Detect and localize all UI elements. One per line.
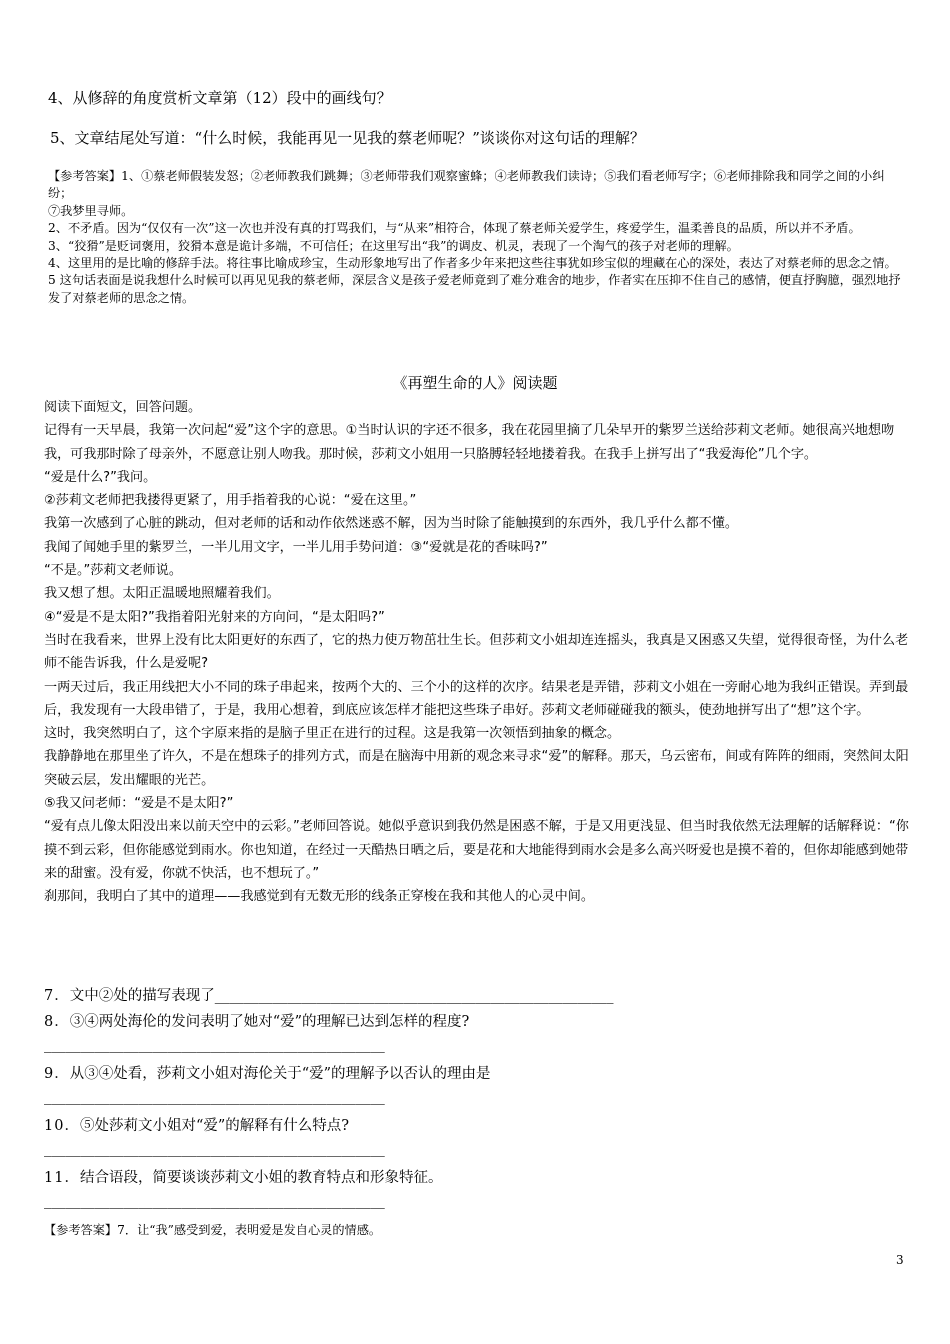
question-9 <box>44 1061 910 1087</box>
question-8-text: ③④两处海伦的发问表明了她对“爱”的理解已达到怎样的程度? <box>69 1014 470 1030</box>
answer-blank: _______________________________________________ <box>44 1193 385 1209</box>
passage-paragraph: ②莎莉文老师把我搂得更紧了，用手指着我的心说：“爱在这里。” <box>44 493 417 509</box>
question-11-text: 结合语段，简要谈谈莎莉文小姐的教育特点和形象特征。 <box>79 1170 443 1186</box>
reference-answers-part1 <box>48 168 908 307</box>
passage-paragraph: 我闻了闻她手里的紫罗兰，一半儿用文字，一半儿用手势问道：③“爱就是花的香味吗?” <box>44 539 548 555</box>
passage-paragraph: 我又想了想。太阳正温暖地照耀着我们。 <box>44 586 280 602</box>
passage-paragraph: “爱有点儿像太阳没出来以前天空中的云彩。”老师回答说。她似乎意识到我仍然是困惑不解，于是又用更浅显、但当时我依然无法理解的话解释说：“你摸不到云彩，但你能感觉到雨水。你也知道，在经过一天酷热日晒之后，要是花和大地能得到雨水会是多么高兴呀爱也是摸不着的，但你却能感到她带来的甜蜜。没有爱，你就不快活，也不想玩了。” <box>44 819 909 881</box>
passage-paragraph: 我第一次感到了心脏的跳动，但对老师的话和动作依然迷惑不解，因为当时除了能触摸到的东西外，我几乎什么都不懂。 <box>44 516 738 532</box>
answer-5: 5 这句话表面是说我想什么时候可以再见见我的蔡老师，深层含义是孩子爱老师竟到了难分难舍的地步，作者实在压抑不住自己的感情，便直抒胸臆，强烈地抒发了对蔡老师的思念之情。 <box>48 273 901 305</box>
question-9-text: 从③④处看，莎莉文小姐对海伦关于“爱”的理解予以否认的理由是 <box>69 1066 491 1082</box>
question-7-text: 文中②处的描写表现了 <box>69 988 215 1004</box>
reading-title: 《再塑生命的人》阅读题 <box>392 374 558 392</box>
passage-paragraph: “爱是什么?”我问。 <box>44 469 157 485</box>
question-8-number: 8． <box>44 1014 70 1030</box>
passage-paragraph: 记得有一天早晨，我第一次问起“爱”这个字的意思。①当时认识的字还不很多，我在花园里摘了几朵早开的紫罗兰送给莎莉文老师。她很高兴地想吻我，可我那时除了母亲外，不愿意让别人吻我。那时候，莎莉文小姐用一只胳膊轻轻地搂着我。在我手上拼写出了“我爱海伦”几个字。 <box>44 423 895 462</box>
passage-paragraph: ⑤我又问老师：“爱是不是太阳?” <box>44 796 234 812</box>
question-9-number: 9． <box>44 1066 70 1082</box>
passage-paragraph: 刹那间，我明白了其中的道理——我感觉到有无数无形的线条正穿梭在我和其他人的心灵中间。 <box>44 889 594 905</box>
question-10 <box>44 1113 910 1139</box>
question-7-number: 7． <box>44 988 70 1004</box>
passage-paragraph: 这时，我突然明白了，这个字原来指的是脑子里正在进行的过程。这是我第一次领悟到抽象的概念。 <box>44 726 621 742</box>
passage-paragraph: 当时在我看来，世界上没有比太阳更好的东西了，它的热力使万物茁壮生长。但莎莉文小姐却连连摇头，我真是又困惑又失望，觉得很奇怪，为什么老师不能告诉我，什么是爱呢? <box>44 632 909 672</box>
page-number: 3 <box>896 1253 904 1267</box>
passage-paragraph: 我静静地在那里坐了许久，不是在想珠子的排列方式，而是在脑海中用新的观念来寻求“爱”的解释。那天，乌云密布，间或有阵阵的细雨，突然间太阳突破云层，发出耀眼的光芒。 <box>44 749 909 788</box>
question-5: 5、文章结尾处写道：“什么时候，我能再见一见我的蔡老师呢？”谈谈你对这句话的理解？ <box>50 129 645 147</box>
questions-bottom <box>44 983 910 1217</box>
answer-1: 【参考答案】1、①蔡老师假装发怒；②老师教我们跳舞；③老师带我们观察蜜蜂；④老师教我们读诗；⑤我们看老师写字；⑥老师排除我和同学之间的小纠纷； <box>48 169 885 201</box>
question-10-number: 10． <box>44 1118 80 1134</box>
answer-blank: _______________________________________________ <box>44 1141 385 1157</box>
answer-blank: _______________________________________________________ <box>214 988 614 1004</box>
passage-paragraph: ④“爱是不是太阳?”我指着阳光射来的方向问，“是太阳吗?” <box>44 609 385 625</box>
answer-1-cont: ⑦我梦里寻师。 <box>48 203 134 218</box>
reading-passage <box>44 396 910 909</box>
answer-3: 3、“狡猾”是贬词褒用，狡猾本意是诡计多端，不可信任；在这里写出“我”的调皮、机灵，表现了一个淘气的孩子对老师的理解。 <box>48 238 739 253</box>
reference-answers-part2: 【参考答案】7．让“我”感受到爱，表明爱是发自心灵的情感。 <box>44 1223 382 1237</box>
question-4: 4、从修辞的角度赏析文章第（12）段中的画线句？ <box>48 89 392 107</box>
question-11 <box>44 1165 910 1191</box>
answer-blank: _______________________________________________ <box>44 1089 385 1105</box>
passage-instruction: 阅读下面短文，回答问题。 <box>44 400 202 415</box>
question-7 <box>44 983 910 1009</box>
answer-2: 2、不矛盾。因为“仅仅有一次”这一次也并没有真的打骂我们，与“从来”相符合，体现了蔡老师关爱学生，疼爱学生，温柔善良的品质，所以并不矛盾。 <box>48 221 861 236</box>
question-8 <box>44 1009 910 1035</box>
answer-4: 4、这里用的是比喻的修辞手法。将往事比喻成珍宝，生动形象地写出了作者多少年来把这些往事犹如珍宝似的埋藏在心的深处，表达了对蔡老师的思念之情。 <box>48 256 897 271</box>
answer-blank: _______________________________________________ <box>44 1037 385 1053</box>
question-10-text: ⑤处莎莉文小姐对“爱”的解释有什么特点? <box>79 1118 350 1134</box>
passage-paragraph: “不是。”莎莉文老师说。 <box>44 563 182 579</box>
passage-paragraph: 一两天过后，我正用线把大小不同的珠子串起来，按两个大的、三个小的这样的次序。结果老是弄错，莎莉文小姐在一旁耐心地为我纠正错误。弄到最后，我发现有一大段串错了，于是，我用心想着，到底应该怎样才能把这些珠子串好。莎莉文老师碰碰我的额头，使劲地拼写出了“想”这个字。 <box>44 679 909 718</box>
question-11-number: 11． <box>44 1170 80 1186</box>
